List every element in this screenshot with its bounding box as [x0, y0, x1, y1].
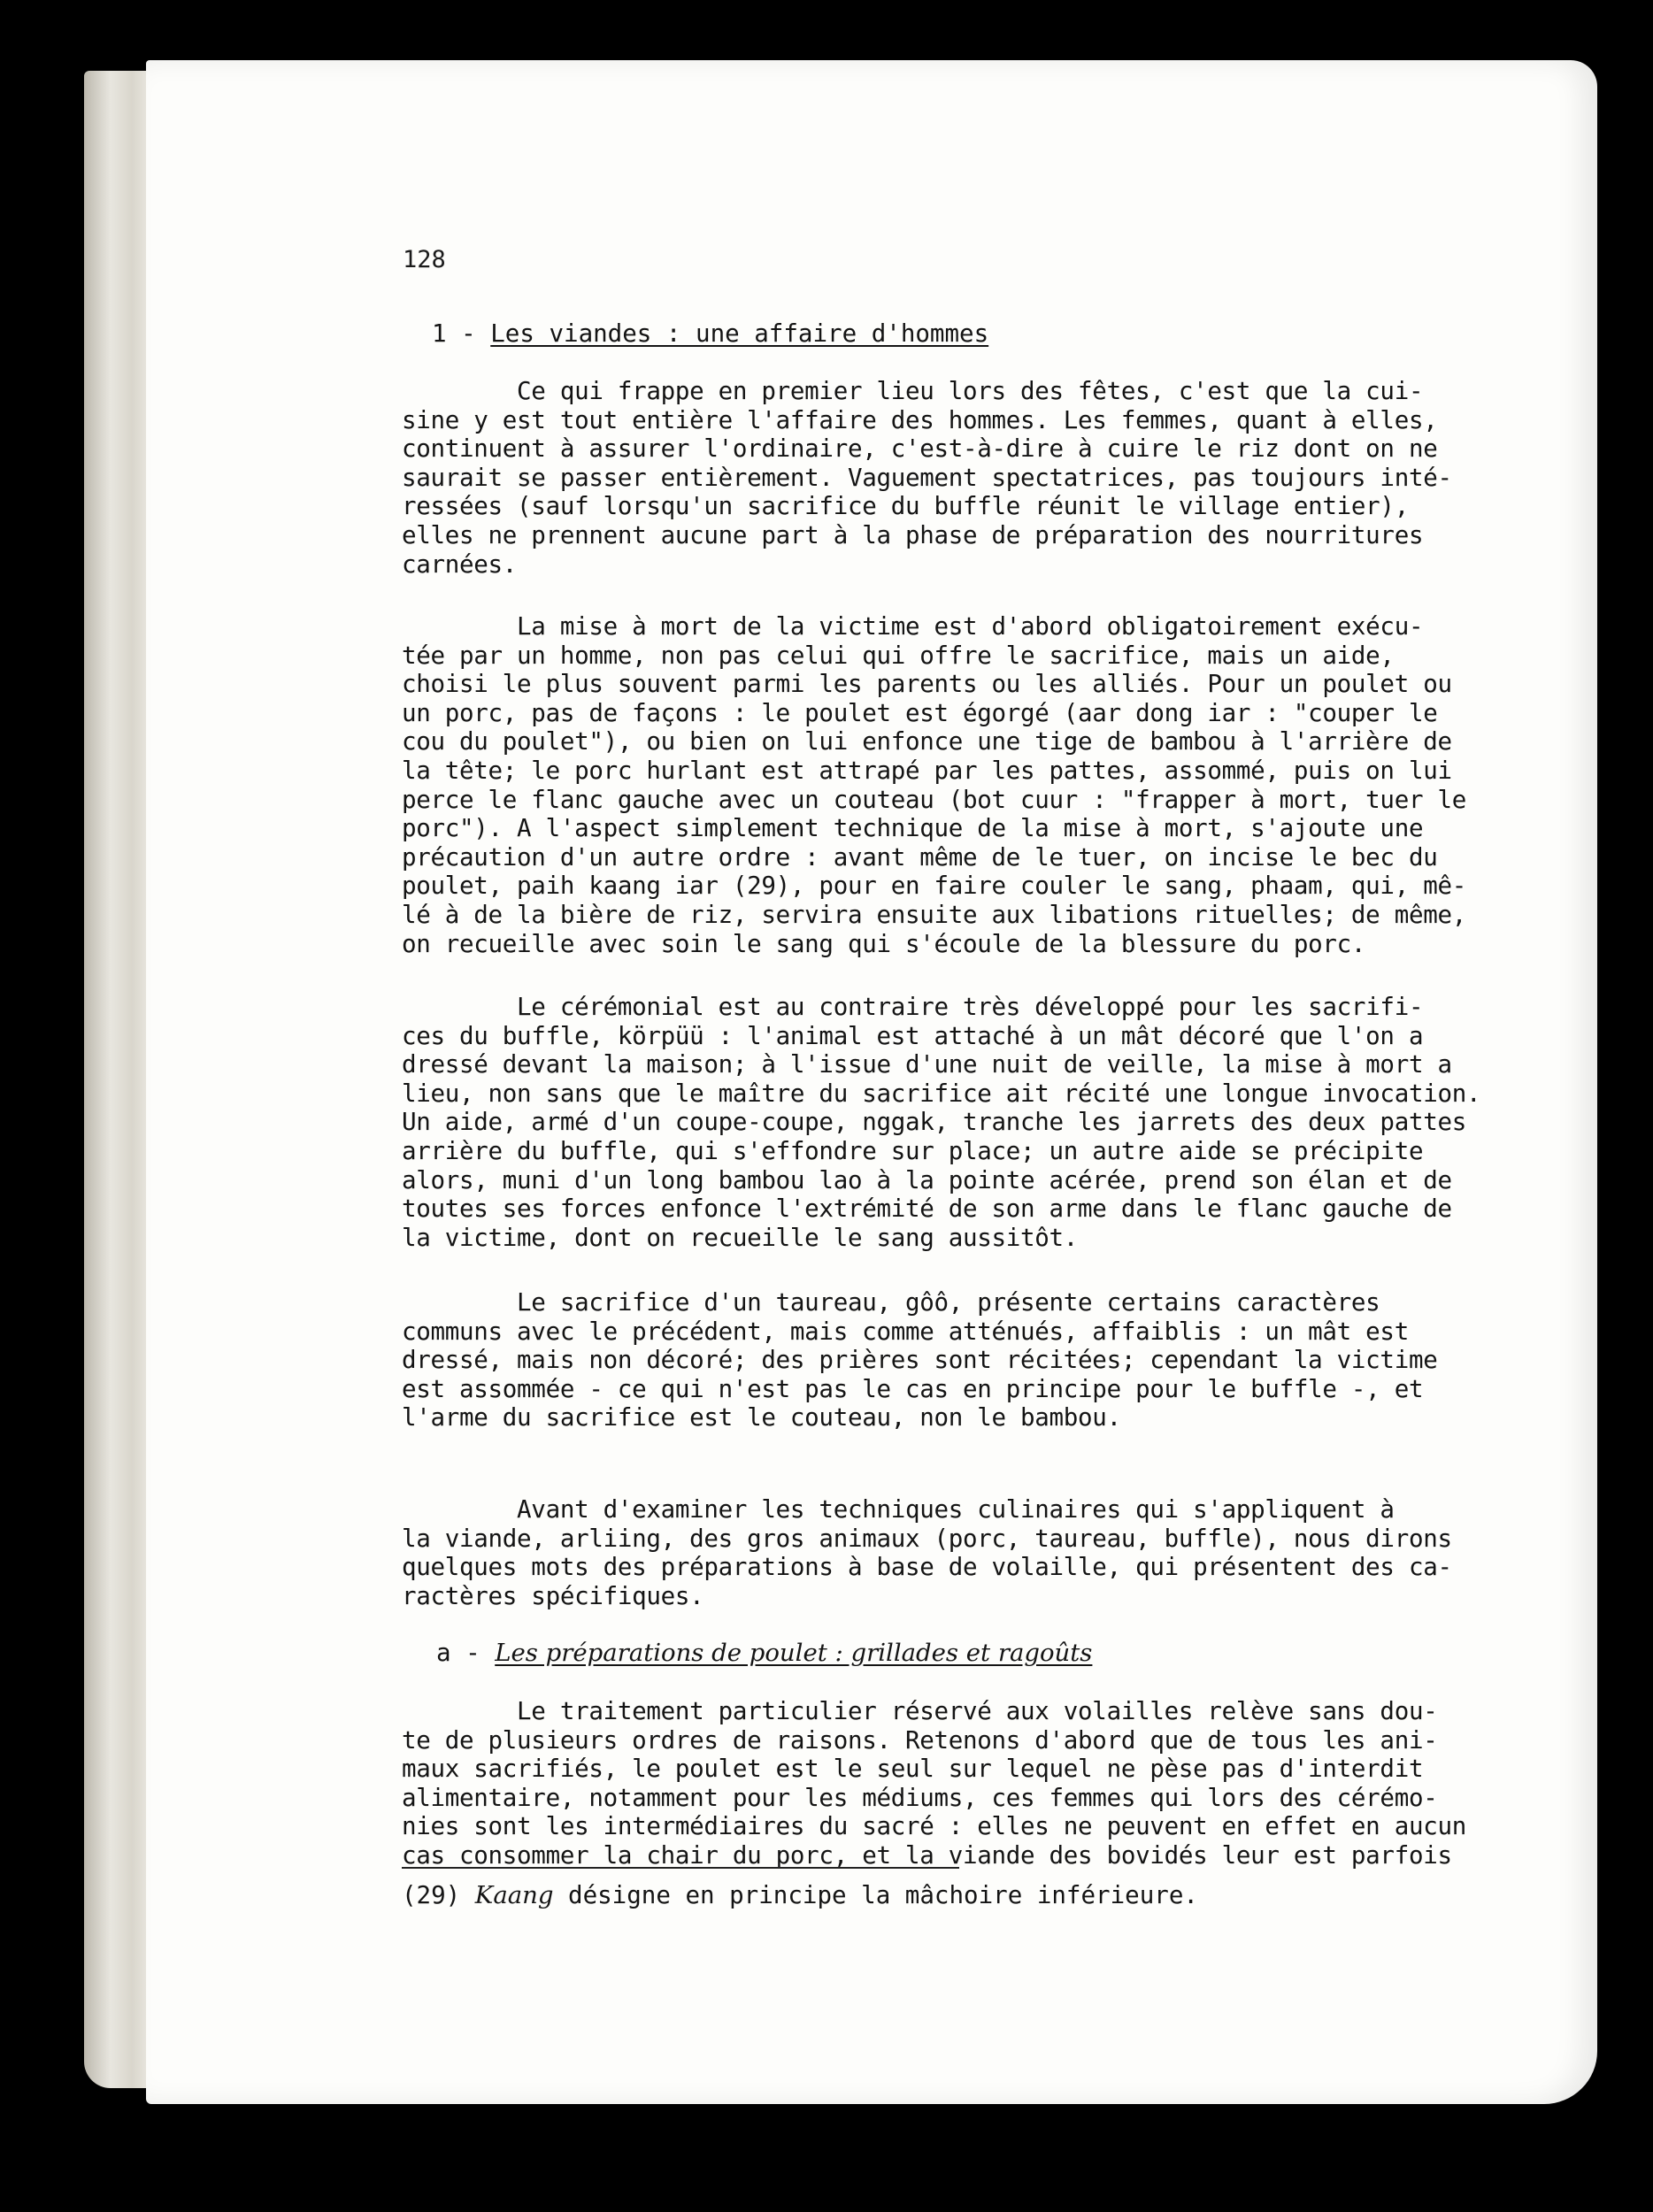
- text-line: ractères spécifiques.: [402, 1581, 704, 1610]
- page-number: 128: [403, 246, 446, 273]
- text-line: la victime, dont on recueille le sang aussitôt.: [402, 1223, 1079, 1252]
- text-line: la tête; le porc hurlant est attrapé par les pattes, assommé, puis on lui: [402, 756, 1452, 785]
- text-line: carnées.: [402, 549, 518, 579]
- sub-heading-letter: a -: [436, 1639, 496, 1667]
- section-heading-number: 1 -: [432, 319, 491, 348]
- text-line: communs avec le précédent, mais comme atténués, affaiblis : un mât est: [402, 1317, 1409, 1346]
- text-line: saurait se passer entièrement. Vaguement spectatrices, pas toujours inté-: [402, 463, 1452, 492]
- text-line: perce le flanc gauche avec un couteau (bot cuur : "frapper à mort, tuer le: [402, 785, 1466, 814]
- text-line: ces du buffle, körpüü : l'animal est attaché à un mât décoré que l'on a: [402, 1021, 1424, 1050]
- footnote-divider: [402, 1867, 959, 1869]
- section-heading-title: Les viandes : une affaire d'hommes: [490, 319, 989, 348]
- text-line: on recueille avec soin le sang qui s'écoule de la blessure du porc.: [402, 929, 1366, 958]
- text-line: précaution d'un autre ordre : avant même de le tuer, on incise le bec du: [402, 842, 1438, 872]
- text-line: alors, muni d'un long bambou lao à la pointe acérée, prend son élan et de: [402, 1165, 1452, 1194]
- footnote-marker: (29): [402, 1881, 475, 1909]
- text-line: te de plusieurs ordres de raisons. Retenons d'abord que de tous les ani-: [402, 1725, 1438, 1755]
- text-line: cou du poulet"), ou bien on lui enfonce une tige de bambou à l'arrière de: [402, 727, 1452, 757]
- text-line: Le traitement particulier réservé aux volailles relève sans dou-: [402, 1697, 1438, 1725]
- text-line: sine y est tout entière l'affaire des hommes. Les femmes, quant à elles,: [402, 405, 1438, 434]
- text-line: l'arme du sacrifice est le couteau, non le bambou.: [402, 1403, 1121, 1432]
- paragraph-4: [402, 1288, 1472, 1432]
- text-line: poulet, paih kaang iar (29), pour en faire couler le sang, phaam, qui, mê-: [402, 872, 1466, 901]
- footnote: [402, 1881, 1198, 1909]
- section-heading: [432, 319, 988, 348]
- paragraph-5: [402, 1495, 1472, 1610]
- text-line: lieu, non sans que le maître du sacrifice ait récité une longue invocation.: [402, 1079, 1481, 1108]
- text-line: dressé devant la maison; à l'issue d'une nuit de veille, la mise à mort a: [402, 1050, 1452, 1079]
- text-line: alimentaire, notamment pour les médiums, ces femmes qui lors des cérémo-: [402, 1783, 1438, 1812]
- text-line: choisi le plus souvent parmi les parents ou les alliés. Pour un poulet ou: [402, 670, 1452, 699]
- sub-heading: [436, 1639, 1092, 1667]
- text-line: tée par un homme, non pas celui qui offre le sacrifice, mais un aide,: [402, 641, 1395, 670]
- text-line: nies sont les intermédiaires du sacré : elles ne peuvent en effet en aucun: [402, 1812, 1466, 1841]
- text-line: Le sacrifice d'un taureau, gôô, présente certains caractères: [402, 1288, 1380, 1317]
- text-line: toutes ses forces enfonce l'extrémité de son arme dans le flanc gauche de: [402, 1194, 1452, 1224]
- text-line: un porc, pas de façons : le poulet est égorgé (aar dong iar : "couper le: [402, 698, 1438, 727]
- text-line: continuent à assurer l'ordinaire, c'est-à-dire à cuire le riz dont on ne: [402, 434, 1438, 464]
- footnote-text: désigne en principe la mâchoire inférieure.: [553, 1881, 1198, 1909]
- text-line: ressées (sauf lorsqu'un sacrifice du buffle réunit le village entier),: [402, 492, 1409, 521]
- sub-heading-title: Les préparations de poulet : grillades et ragoûts: [495, 1639, 1093, 1667]
- text-line: la viande, arliing, des gros animaux (porc, taureau, buffle), nous dirons: [402, 1524, 1452, 1553]
- text-line: Le cérémonial est au contraire très développé pour les sacrifi-: [402, 993, 1424, 1021]
- text-line: Ce qui frappe en premier lieu lors des fêtes, c'est que la cui-: [402, 377, 1424, 405]
- paragraph-final: [402, 1697, 1472, 1870]
- text-line: quelques mots des préparations à base de volaille, qui présentent des ca-: [402, 1553, 1452, 1582]
- text-line: Avant d'examiner les techniques culinaires qui s'appliquent à: [402, 1495, 1395, 1524]
- paragraph-3: [402, 993, 1481, 1252]
- text-line: arrière du buffle, qui s'effondre sur place; un autre aide se précipite: [402, 1136, 1424, 1165]
- text-line: Un aide, armé d'un coupe-coupe, nggak, tranche les jarrets des deux pattes: [402, 1108, 1466, 1137]
- paragraph-1: [402, 377, 1472, 579]
- text-line: La mise à mort de la victime est d'abord obligatoirement exécu-: [402, 612, 1424, 641]
- text-line: lé à de la bière de riz, servira ensuite aux libations rituelles; de même,: [402, 900, 1466, 929]
- text-line: elles ne prennent aucune part à la phase de préparation des nourritures: [402, 520, 1424, 549]
- text-line: maux sacrifiés, le poulet est le seul sur lequel ne pèse pas d'interdit: [402, 1755, 1424, 1784]
- text-line: est assommée - ce qui n'est pas le cas en principe pour le buffle -, et: [402, 1374, 1424, 1403]
- footnote-term: Kaang: [474, 1881, 554, 1909]
- text-line: porc"). A l'aspect simplement technique de la mise à mort, s'ajoute une: [402, 814, 1424, 843]
- text-line: dressé, mais non décoré; des prières sont récitées; cependant la victime: [402, 1346, 1438, 1375]
- paragraph-2: [402, 612, 1472, 958]
- text-line: cas consommer la chair du porc, et la viande des bovidés leur est parfois: [402, 1840, 1452, 1870]
